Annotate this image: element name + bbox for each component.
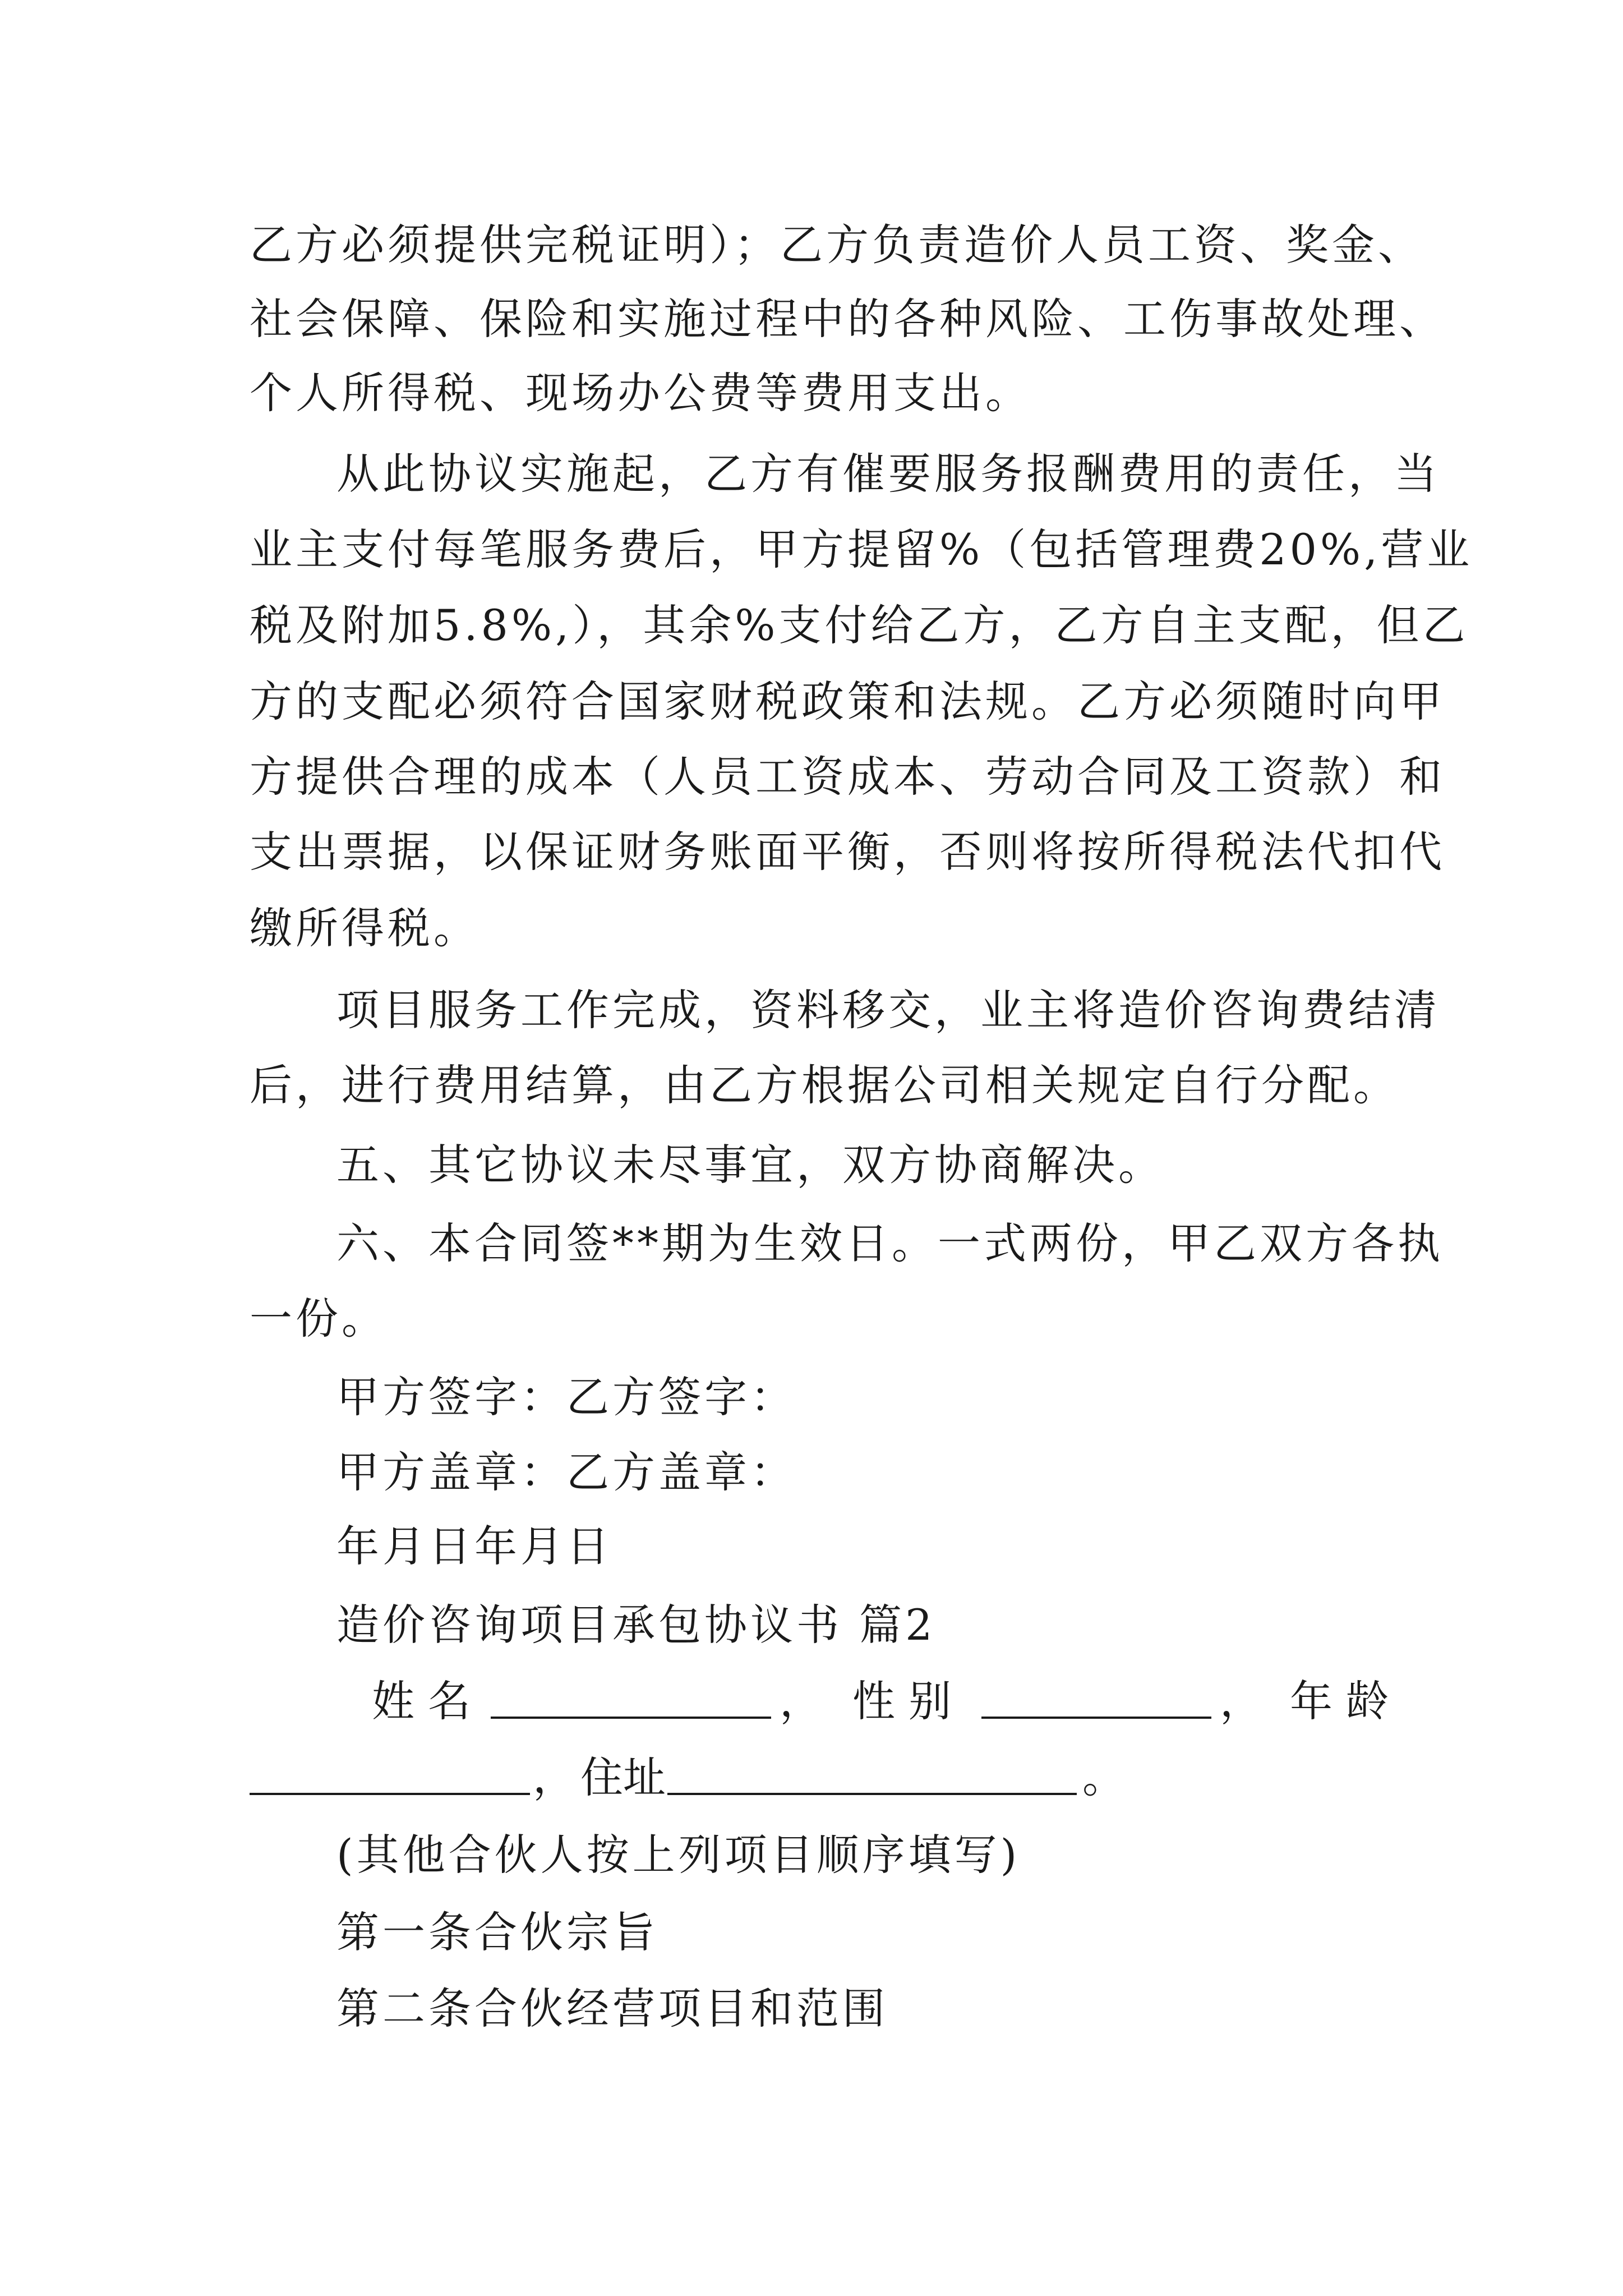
address-blank [667, 1758, 1077, 1795]
paragraph-line: 税及附加5.8%,），其余%支付给乙方，乙方自主支配，但乙 [250, 600, 1469, 650]
paragraph-line: 缴所得税。 [250, 903, 479, 953]
paragraph-line: (其他合伙人按上列项目顺序填写) [336, 1830, 1021, 1880]
paragraph-line: 个人所得税、现场办公费等费用支出。 [250, 368, 1031, 418]
sentence-end: 。 [1082, 1752, 1125, 1802]
paragraph-line: 六、本合同签**期为生效日。一式两份，甲乙双方各执 [336, 1218, 1444, 1268]
seal-line: 甲方盖章：乙方盖章： [336, 1447, 796, 1497]
age-blank [250, 1758, 530, 1795]
paragraph-line: 支出票据，以保证财务账面平衡，否则将按所得税法代扣代 [250, 827, 1445, 877]
article-heading: 第一条合伙宗旨 [336, 1907, 658, 1957]
paragraph-line: 社会保障、保险和实施过程中的各种风险、工伤事故处理、 [250, 294, 1445, 344]
signature-line: 甲方签字：乙方签字： [336, 1372, 796, 1422]
paragraph-line: 方的支配必须符合国家财税政策和法规。乙方必须随时向甲 [250, 677, 1445, 726]
paragraph-line: 从此协议实施起，乙方有催要服务报酬费用的责任，当 [336, 449, 1440, 499]
paragraph-line: 乙方必须提供完税证明）；乙方负责造价人员工资、奖金、 [250, 220, 1424, 270]
separator: ， [780, 1676, 822, 1726]
separator: ， [533, 1752, 575, 1802]
name-blank [491, 1682, 771, 1719]
paragraph-line: 业主支付每笔服务费后，甲方提留%（包括管理费20%,营业 [250, 524, 1473, 574]
age-label: 年 龄 [1290, 1676, 1389, 1726]
paragraph-line: 后，进行费用结算，由乙方根据公司相关规定自行分配。 [250, 1060, 1399, 1110]
paragraph-line: 五、其它协议未尽事宜，双方协商解决。 [336, 1140, 1164, 1190]
paragraph-line: 项目服务工作完成，资料移交，业主将造价咨询费结清 [336, 985, 1440, 1035]
article-heading: 第二条合伙经营项目和范围 [336, 1984, 888, 2033]
date-line: 年月日年月日 [336, 1521, 612, 1571]
name-label: 姓 名 [372, 1676, 471, 1726]
section-heading: 造价咨询项目承包协议书 篇2 [336, 1600, 936, 1650]
paragraph-line: 方提供合理的成本（人员工资成本、劳动合同及工资款）和 [250, 752, 1445, 802]
gender-blank [981, 1682, 1211, 1719]
separator: ， [1220, 1676, 1262, 1726]
gender-label: 性 别 [852, 1676, 952, 1726]
address-label: 住址 [580, 1752, 666, 1802]
paragraph-line: 一份。 [250, 1294, 388, 1343]
